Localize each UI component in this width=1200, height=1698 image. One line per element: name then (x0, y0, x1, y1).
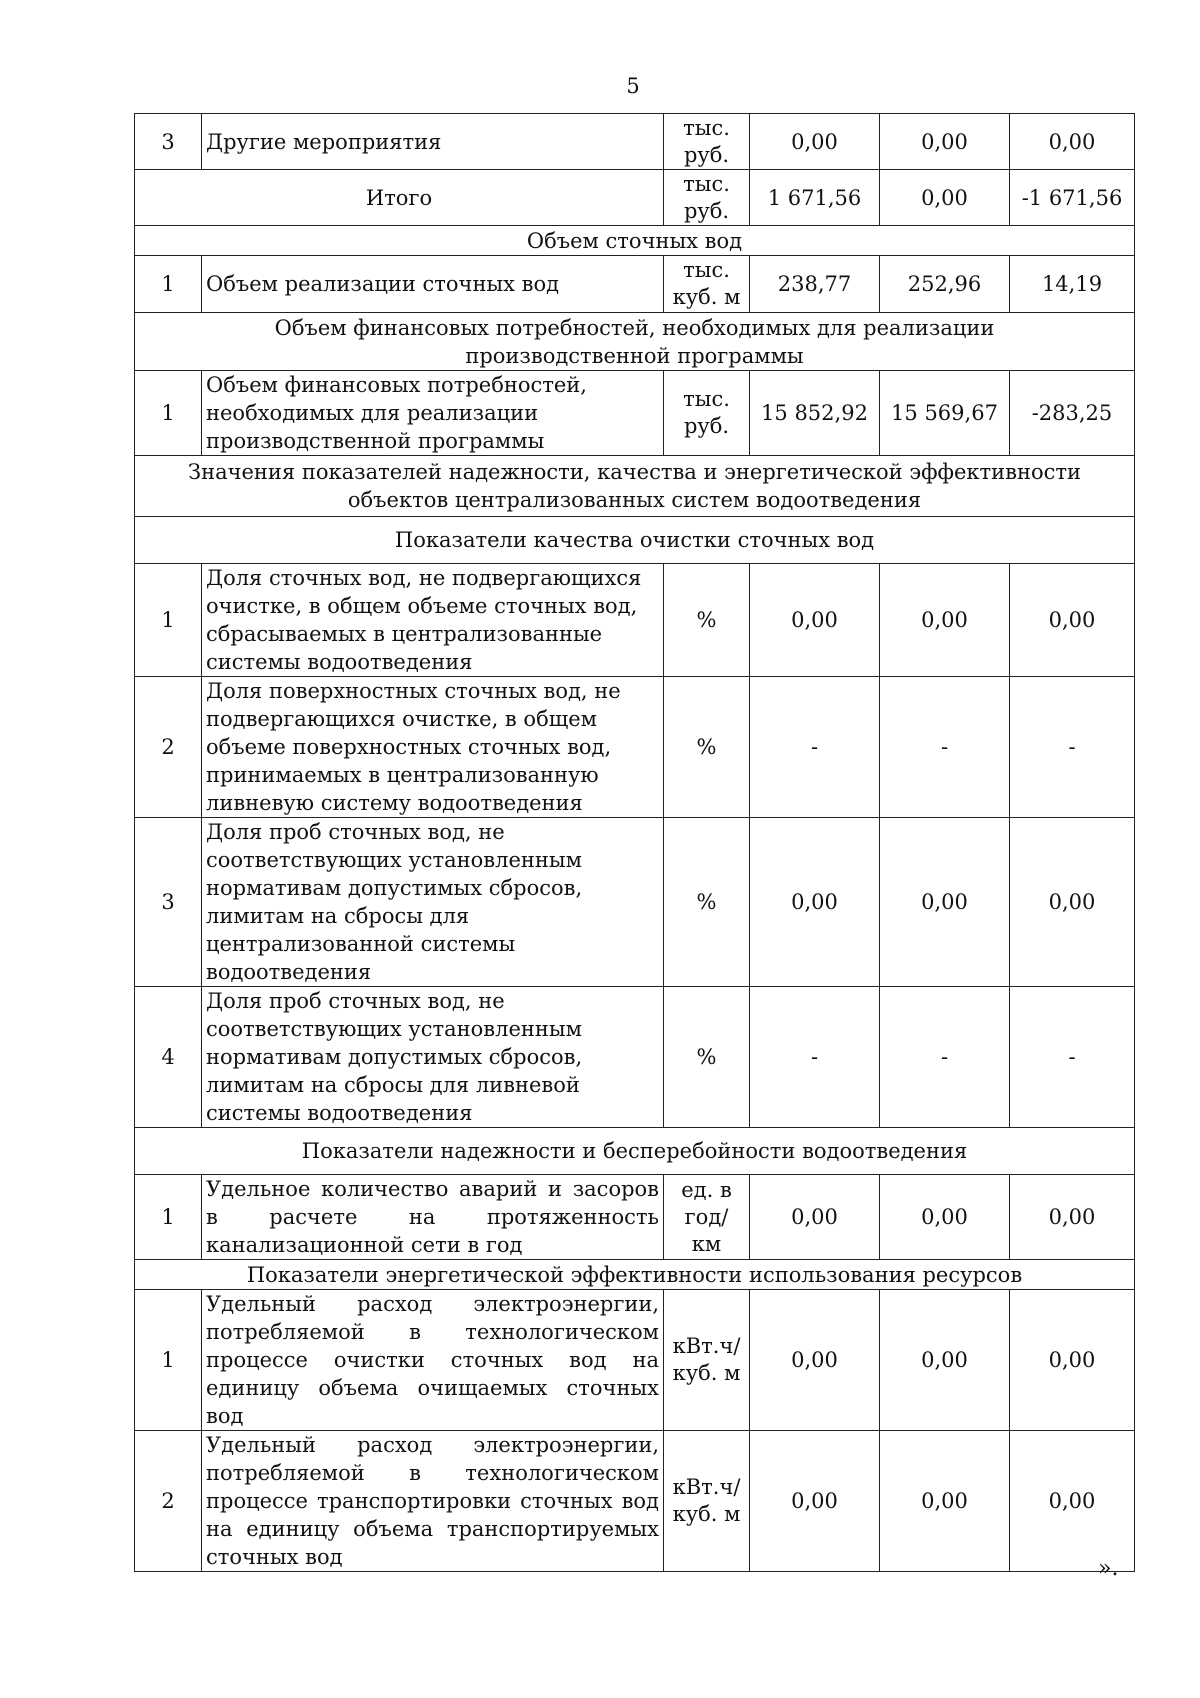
row-value-2: 0,00 (880, 1431, 1010, 1572)
row-name: Объем финансовых потребностей, необходимых для реализации производственной программы (202, 371, 664, 456)
row-name: Объем реализации сточных вод (202, 256, 664, 313)
row-value-3: 0,00 (1010, 1175, 1135, 1260)
row-value-2: 0,00 (880, 114, 1010, 170)
row-value-2: 0,00 (880, 1290, 1010, 1431)
section-heading: Показатели надежности и бесперебойности водоотведения (135, 1128, 1135, 1175)
table-row (135, 1431, 1135, 1572)
table-row (135, 114, 1135, 170)
row-name: Доля проб сточных вод, не соответствующих установленным нормативам допустимых сбросов, лимитам на сбросы для централизованной системы водоотведения (202, 818, 664, 987)
row-name: Доля поверхностных сточных вод, не подвергающихся очистке, в общем объеме поверхностных сточных вод, принимаемых в централизованную ливневую систему водоотведения (202, 677, 664, 818)
row-unit: % (664, 564, 750, 677)
section-row (135, 1128, 1135, 1175)
row-unit: кВт.ч/ куб. м (664, 1290, 750, 1431)
row-unit: кВт.ч/ куб. м (664, 1431, 750, 1572)
indicators-table (134, 113, 1135, 1572)
page-number: 5 (626, 74, 640, 98)
row-number: 1 (135, 564, 202, 677)
row-value-2: 252,96 (880, 256, 1010, 313)
row-number: 4 (135, 987, 202, 1128)
row-name: Другие мероприятия (202, 114, 664, 170)
row-value-2: 0,00 (880, 1175, 1010, 1260)
row-value-1: 15 852,92 (750, 371, 880, 456)
row-value-1: 0,00 (750, 818, 880, 987)
section-row (135, 1260, 1135, 1290)
table-row (135, 1175, 1135, 1260)
row-unit: ед. в год/ км (664, 1175, 750, 1260)
table-row (135, 987, 1135, 1128)
section-heading: Объем финансовых потребностей, необходимых для реализации производственной программы (135, 313, 1135, 371)
row-value-1: 0,00 (750, 1175, 880, 1260)
row-value-2: - (880, 987, 1010, 1128)
row-value-3: 0,00 (1010, 564, 1135, 677)
row-value-1: 0,00 (750, 1431, 880, 1572)
row-value-1: 0,00 (750, 1290, 880, 1431)
row-number: 3 (135, 114, 202, 170)
row-value-2: 15 569,67 (880, 371, 1010, 456)
row-unit: тыс. руб. (664, 170, 750, 226)
table-row (135, 677, 1135, 818)
section-heading: Значения показателей надежности, качества и энергетической эффективности объектов централизованных систем водоотведения (135, 456, 1135, 517)
table-row (135, 371, 1135, 456)
row-value-1: - (750, 987, 880, 1128)
row-name: Удельный расход электроэнергии, потребляемой в технологическом процессе транспортировки сточных вод на единицу объема транспортируемых сточных вод (202, 1431, 664, 1572)
row-value-3: -1 671,56 (1010, 170, 1135, 226)
row-value-3: 0,00 (1010, 1290, 1135, 1431)
row-name: Удельное количество аварий и засоров в расчете на протяженность канализационной сети в год (202, 1175, 664, 1260)
row-value-2: 0,00 (880, 170, 1010, 226)
row-value-2: - (880, 677, 1010, 818)
section-heading: Объем сточных вод (135, 226, 1135, 256)
row-value-1: 0,00 (750, 564, 880, 677)
section-row (135, 313, 1135, 371)
row-number: 1 (135, 256, 202, 313)
row-number: 1 (135, 1290, 202, 1431)
closing-quote: ». (1098, 1556, 1119, 1581)
row-value-1: - (750, 677, 880, 818)
row-unit: тыс. руб. (664, 114, 750, 170)
row-unit: тыс. руб. (664, 371, 750, 456)
row-unit: % (664, 818, 750, 987)
row-number: 3 (135, 818, 202, 987)
section-row (135, 456, 1135, 517)
section-heading: Показатели качества очистки сточных вод (135, 517, 1135, 564)
row-value-1: 0,00 (750, 114, 880, 170)
row-value-1: 1 671,56 (750, 170, 880, 226)
row-value-1: 238,77 (750, 256, 880, 313)
section-heading: Показатели энергетической эффективности использования ресурсов (135, 1260, 1135, 1290)
row-value-2: 0,00 (880, 818, 1010, 987)
row-value-3: 0,00 (1010, 1431, 1135, 1572)
table-row (135, 818, 1135, 987)
row-unit: тыс. куб. м (664, 256, 750, 313)
row-value-3: - (1010, 677, 1135, 818)
table-row (135, 256, 1135, 313)
row-value-3: 0,00 (1010, 114, 1135, 170)
total-label: Итого (135, 170, 664, 226)
row-unit: % (664, 677, 750, 818)
section-row (135, 517, 1135, 564)
row-number: 1 (135, 371, 202, 456)
row-value-3: 0,00 (1010, 818, 1135, 987)
row-value-3: - (1010, 987, 1135, 1128)
row-name: Удельный расход электроэнергии, потребляемой в технологическом процессе очистки сточных вод на единицу объема очищаемых сточных вод (202, 1290, 664, 1431)
row-value-3: -283,25 (1010, 371, 1135, 456)
row-name: Доля проб сточных вод, не соответствующих установленным нормативам допустимых сбросов, лимитам на сбросы для ливневой системы водоотведения (202, 987, 664, 1128)
row-value-2: 0,00 (880, 564, 1010, 677)
row-number: 2 (135, 1431, 202, 1572)
row-unit: % (664, 987, 750, 1128)
row-number: 2 (135, 677, 202, 818)
section-row (135, 226, 1135, 256)
row-value-3: 14,19 (1010, 256, 1135, 313)
total-row (135, 170, 1135, 226)
row-name: Доля сточных вод, не подвергающихся очистке, в общем объеме сточных вод, сбрасываемых в централизованные системы водоотведения (202, 564, 664, 677)
table-row (135, 1290, 1135, 1431)
row-number: 1 (135, 1175, 202, 1260)
table-row (135, 564, 1135, 677)
